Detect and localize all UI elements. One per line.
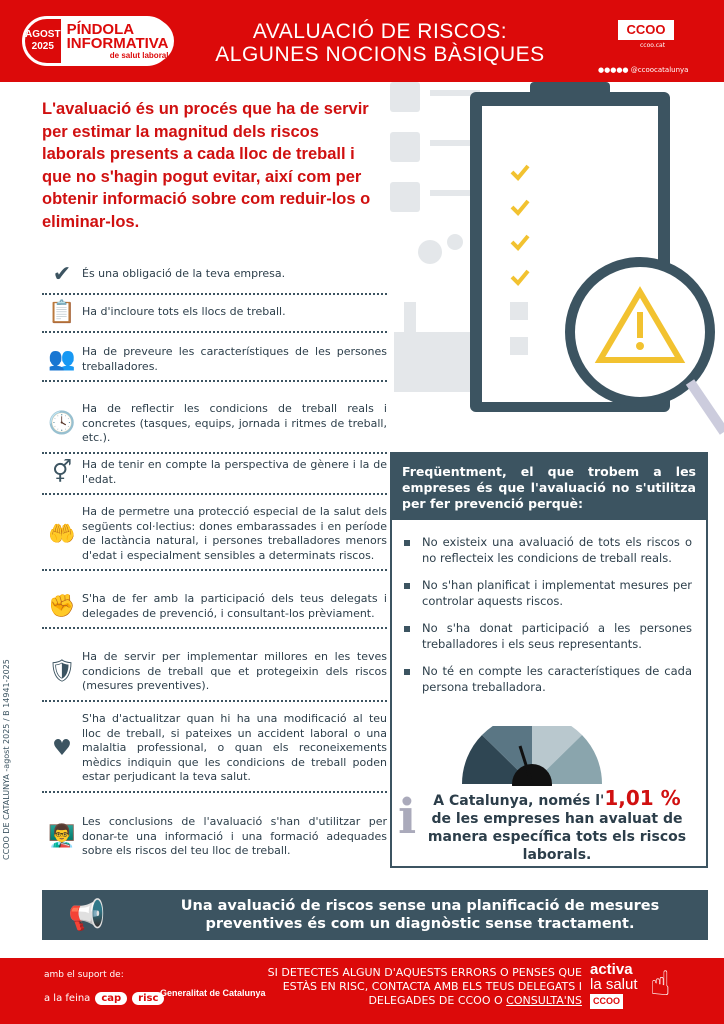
problem-item: No s'han planificat i implementat mesures per controlar aquests riscos.	[404, 577, 692, 609]
footer: amb el suport de: a la feina cap risc Generalitat de Catalunya SI DETECTES ALGUN D'AQUESTS ERRORS O PENSES QUE ESTÀS EN RISC, CONTACTA AMB ELS TEUS DELEGATS I DELEGADES DE CCOO O CONSULTA'NS activa la salut CCOO ☝	[0, 958, 724, 1024]
list-item	[42, 402, 387, 454]
activa-la-salut-logo[interactable]: activa la salut CCOO	[590, 962, 638, 1009]
gauge-icon	[452, 726, 612, 786]
item-text: És una obligació de la teva empresa.	[82, 267, 286, 281]
header	[0, 0, 724, 82]
check-icon: ✔	[52, 262, 72, 287]
protect-hands-icon: 🤲	[48, 521, 76, 547]
item-text: Ha d'incloure tots els llocs de treball.	[82, 305, 286, 319]
page-title: AVALUACIÓ DE RISCOS: ALGUNES NOCIONS BÀSIQUES	[215, 20, 545, 66]
box-heading: Freqüentment, el que trobem a les empreses és que l'avaluació no s'utilitza per fer prevenció perquè:	[392, 454, 706, 520]
megaphone-icon: 📢	[68, 897, 106, 933]
frequent-problems-box	[390, 452, 708, 868]
social-handle[interactable]: ●●●●● @ccoocatalunya	[598, 66, 689, 74]
item-text: S'ha d'actualitzar quan hi ha una modificació al teu lloc de treball, si pateixes un accident laboral o una malaltia professional, o quan els reconeixements mèdics indiquin que les condicions de treball poden estar perjudicant la teva salut.	[82, 712, 387, 783]
list-item	[42, 458, 387, 495]
fist-icon: ✊	[48, 594, 76, 619]
logo-site[interactable]: ccoo.cat	[640, 42, 666, 49]
problem-item: No s'ha donat participació a les persones treballadores i els seus representants.	[404, 620, 692, 652]
teacher-icon: 👨‍🏫	[48, 824, 76, 850]
item-text: Ha de servir per implementar millores en les teves condicions de treball que et protegeixin dels riscos (mesures preventives).	[82, 650, 387, 692]
ccoo-logo[interactable]: CCOO	[618, 20, 674, 40]
pindola-badge	[22, 16, 172, 66]
problems-list	[392, 520, 706, 695]
item-text: Ha de preveure les característiques de les persones treballadores.	[82, 345, 387, 373]
badge-sub: de salut laboral	[109, 51, 169, 60]
heart-pulse-icon: ♥	[52, 735, 72, 761]
list-item	[42, 505, 387, 571]
info-icon: ℹ	[398, 789, 417, 845]
gender-icon: ⚥	[52, 460, 72, 485]
stat-percentage: 1,01 %	[604, 786, 681, 810]
list-item	[42, 650, 387, 702]
hand-touch-icon: ☝	[650, 964, 671, 1004]
list-item	[42, 592, 387, 629]
vertical-credit: CCOO DE CATALUNYA -agost 2025 / B 14941-2025	[2, 659, 11, 860]
item-text: Ha de permetre una protecció especial de la salut dels següents col·lectius: dones embarassades i en període de lactància natural, i persones treballadores menors d'edat i especialment sensibles a determinats riscos.	[82, 505, 387, 562]
badge-date: AGOST 2025	[25, 29, 61, 52]
people-icon: 👥	[48, 347, 76, 372]
capirisc-logo[interactable]: a la feina cap risc	[44, 992, 164, 1005]
item-text: Ha de tenir en compte la perspectiva de gènere i la de l'edat.	[82, 458, 387, 486]
list-item	[42, 712, 387, 793]
contact-cta: SI DETECTES ALGUN D'AQUESTS ERRORS O PENSES QUE ESTÀS EN RISC, CONTACTA AMB ELS TEUS DELEGATS I DELEGADES DE CCOO O CONSULTA'NS	[267, 966, 582, 1007]
item-text: S'ha de fer amb la participació dels teus delegats i delegades de prevenció, i consultant-los prèviament.	[82, 592, 387, 620]
conclusion-banner: 📢 Una avaluació de riscos sense una planificació de mesures preventives és com un diagnòstic sense tractament.	[42, 890, 708, 940]
clock-icon: 🕓	[48, 411, 76, 437]
clipboard-illustration	[380, 82, 724, 442]
clipboard-icon: 📋	[48, 300, 76, 325]
item-text: Les conclusions de l'avaluació s'han d'utilitzar per donar-te una informació i una formació adequades sobre els riscos del teu lloc de treball.	[82, 815, 387, 857]
consulta-link[interactable]: CONSULTA'NS	[506, 994, 582, 1007]
badge-title: PÍNDOLA INFORMATIVA	[66, 21, 169, 52]
catalonia-stat: A Catalunya, només l'1,01 % de les empreses han avaluat de manera específica tots els riscos laborals.	[427, 786, 687, 863]
list-item	[42, 815, 387, 865]
intro-text: L'avaluació és un procés que ha de servir per estimar la magnitud dels riscos laborals presents a cada lloc de treball i que no s'hagin pogut evitar, així com per obtenir informació sobre com reduir-los o eliminar-los.	[42, 100, 371, 231]
shield-icon: 🛡	[48, 659, 76, 685]
list-item	[42, 300, 387, 333]
list-item	[42, 345, 387, 382]
problem-item: No existeix una avaluació de tots els riscos o no reflecteix les condicions de treball reals.	[404, 534, 692, 566]
problem-item: No té en compte les característiques de cada persona treballadora.	[404, 663, 692, 695]
list-item	[42, 262, 387, 295]
generalitat-logo[interactable]: Generalitat de Catalunya	[160, 988, 266, 998]
item-text: Ha de reflectir les condicions de treball reals i concretes (tasques, equips, jornada i ritmes de treball, etc.).	[82, 402, 387, 444]
